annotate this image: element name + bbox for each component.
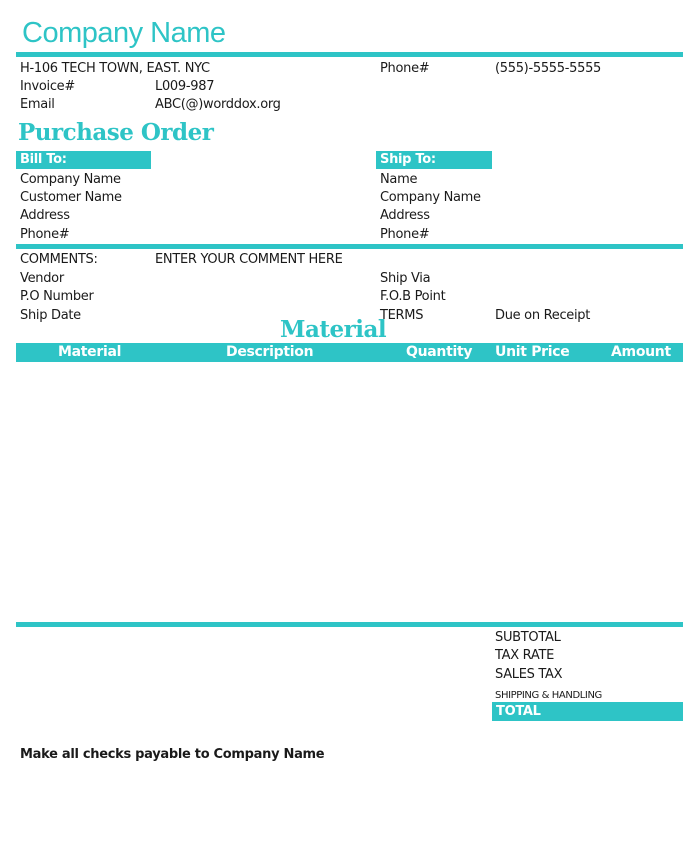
totals-divider (16, 622, 683, 627)
column-unit-price: Unit Price (495, 344, 570, 360)
phone-value: (555)-5555-5555 (495, 61, 602, 76)
terms-value: Due on Receipt (495, 308, 591, 323)
material-section-title: Material (280, 316, 387, 343)
column-material: Material (58, 344, 122, 360)
column-quantity: Quantity (406, 344, 473, 360)
company-address: H-106 TECH TOWN, EAST. NYC (20, 61, 210, 76)
column-amount: Amount (611, 344, 671, 360)
column-description: Description (226, 344, 314, 360)
bill-to-company: Company Name (20, 172, 121, 187)
bill-to-heading: Bill To: (16, 151, 151, 169)
bill-to-address: Address (20, 208, 70, 223)
ship-to-name: Name (380, 172, 418, 187)
comments-value[interactable]: ENTER YOUR COMMENT HERE (155, 252, 343, 267)
page-title: Purchase Order (18, 119, 214, 146)
email-value: ABC(@)worddox.org (155, 97, 281, 112)
bill-to-customer: Customer Name (20, 190, 122, 205)
header-divider (16, 52, 683, 57)
company-name: Company Name (22, 17, 226, 49)
tax-rate-label: TAX RATE (495, 648, 555, 663)
ship-date-label: Ship Date (20, 308, 81, 323)
material-table-body (16, 362, 683, 622)
shipping-handling-label: SHIPPING & HANDLING (495, 690, 602, 701)
terms-label: TERMS (380, 308, 424, 323)
po-number-label: P.O Number (20, 289, 94, 304)
ship-to-heading: Ship To: (376, 151, 492, 169)
comments-label: COMMENTS: (20, 252, 98, 267)
payment-note: Make all checks payable to Company Name (20, 747, 325, 762)
bill-to-phone: Phone# (20, 227, 70, 242)
sales-tax-label: SALES TAX (495, 667, 563, 682)
ship-via-label: Ship Via (380, 271, 431, 286)
material-table-header (16, 343, 683, 362)
fob-point-label: F.O.B Point (380, 289, 446, 304)
section-divider (16, 244, 683, 249)
ship-to-address: Address (380, 208, 430, 223)
total-label: TOTAL (492, 702, 683, 721)
invoice-value: L009-987 (155, 79, 215, 94)
ship-to-company: Company Name (380, 190, 481, 205)
phone-label: Phone# (380, 61, 430, 76)
ship-to-phone: Phone# (380, 227, 430, 242)
vendor-label: Vendor (20, 271, 64, 286)
invoice-label: Invoice# (20, 79, 75, 94)
email-label: Email (20, 97, 55, 112)
subtotal-label: SUBTOTAL (495, 630, 561, 645)
